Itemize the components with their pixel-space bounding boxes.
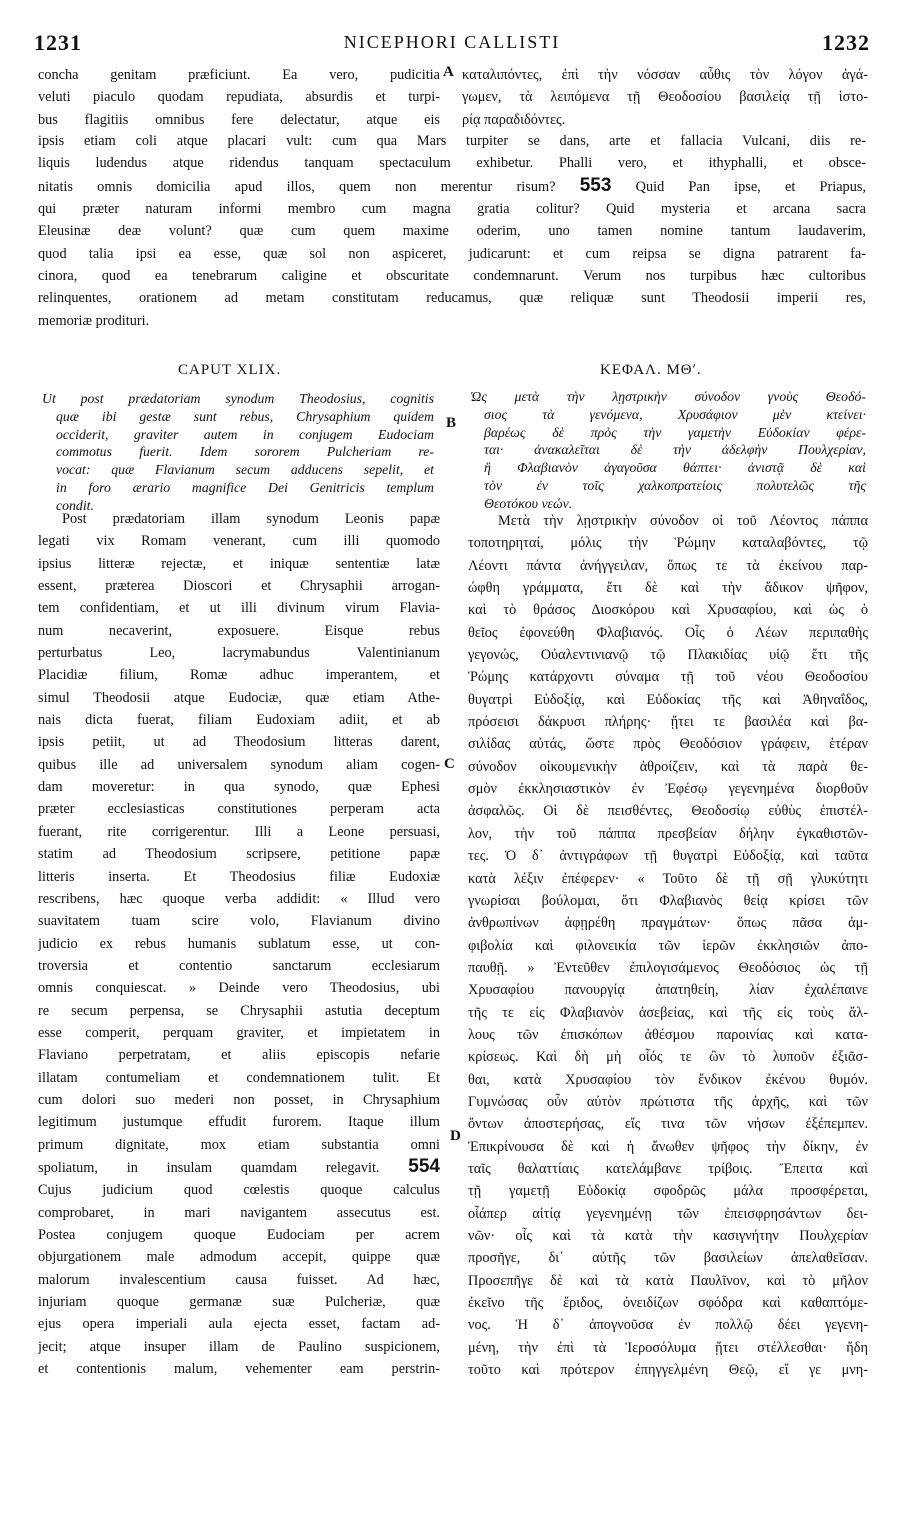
text-line: Λέοντι πάντα ἀνήγγειλαν, ὅπως τε τὰ ἐκείνου παρ- xyxy=(468,557,868,574)
text-line: τες. Ὁ δ᾽ ἀντιγράφων τῇ θυγατρὶ Εὐδοξίᾳ, καὶ ταῦτα xyxy=(468,848,868,865)
latin-body-text xyxy=(38,508,440,1380)
greek-top-paragraph xyxy=(462,64,868,131)
text-line: dam moveretur: in qua synodo, quæ Ephesi xyxy=(38,779,440,796)
text-line: λον, τὴν τοῦ πάππα πρεσβείαν δήλην ἐγκαθιστῶν- xyxy=(468,825,868,842)
summary-line: quæ ibi gestæ sunt rebus, Chrysaphium quidem xyxy=(56,408,434,424)
latin-top-paragraph xyxy=(38,64,440,131)
text-line: suavitatem tuam scire volo, Flavianum divino xyxy=(38,913,440,930)
text-line-with-marker xyxy=(38,175,866,198)
text-line: καὶ τὸ θράσος Διοσκόρου καὶ Χρυσαφίου, καὶ ὡς ὁ xyxy=(468,602,868,619)
text-line: troversia et contentio sanctarum ecclesiarum xyxy=(38,957,440,974)
text-line: γνωρίσαι βούλομαι, ὅτι Φλαβιανὸς θείᾳ κρίσει τῶν xyxy=(468,892,868,909)
text-line: præter ecclesiasticas constitutiones perperam acta xyxy=(38,801,440,818)
text-line: κατὰ λέξιν ἐπέφερεν· « Τοῦτο δὲ τῇ σῇ γλυκύτητι xyxy=(468,870,868,887)
text-line: rescribens, hæc quoque verba addidit: « Illud vero xyxy=(38,890,440,907)
text-line: statim ad Theodosium scripsere, petitione papæ xyxy=(38,846,440,863)
text-line: tem confidentiam, et ut illi divinum virum Flavia- xyxy=(38,600,440,617)
text-line: Post prædatoriam illam synodum Leonis papæ xyxy=(62,511,440,527)
text-line: legati vix Romam venerant, cum illi quomodo xyxy=(38,533,440,550)
text-line: jecit; atque insuper illam de Paulino suspicionem, xyxy=(38,1338,440,1355)
text-line: fuerant, rite corrigerentur. Illi a Leone persuasi, xyxy=(38,823,440,840)
text-line: relinquentes, orationem ad metam constitutam reducamus, quæ reliquæ sunt Theodosii imperii res, xyxy=(38,290,866,307)
text-line: νος. Ἡ δ᾽ ἀπογνοῦσα ἐν πολλῷ δέει γεγενη- xyxy=(468,1317,868,1334)
text-line: ὄντων ἀποστερήσας, εἴς τινα τῶν νήσων ἐξέπεμπεν. xyxy=(468,1116,868,1133)
text-line: judicio ex rebus humanis sublatum esse, ut con- xyxy=(38,935,440,952)
text-line: σύνοδον οἰκουμενικὴν ἀθροίζειν, καὶ τὰ παρὰ θε- xyxy=(468,758,868,775)
text-line: perturbatus Leo, lacrymabundus Valentinianum xyxy=(38,645,440,662)
text-line: θυγατρὶ Εὐδοξίᾳ, καὶ Εὐδοκίας τῆς καὶ Ἀθηναΐδος, xyxy=(468,691,868,708)
text-line: Cujus judicium quod cœlestis quoque calculus xyxy=(38,1182,440,1199)
text-line: καταλιπόντες, ἐπὶ τὴν νόσσαν αὖθις τὸν λόγον ἀγά- xyxy=(462,67,868,83)
text-line: Postea conjugem quoque Eudociam per acrem xyxy=(38,1227,440,1243)
text-line: memoriæ proditurі. xyxy=(38,312,150,329)
text-line: Χρυσαφίου πανουργίᾳ ἀπατηθείη, λίαν ἐχαλέπαινε xyxy=(468,982,868,999)
text-line: quibus ille ad universalem synodum aliam cogen- xyxy=(38,756,440,773)
text-line: comprobaret, in mari navigantem assecutus est. xyxy=(38,1204,440,1221)
text-line: πρόσεισι δάκρυσι πλήρης· ᾔτει τε βασιλέα καὶ βα- xyxy=(468,714,868,731)
text-line: Μετὰ τὴν λῃστρικὴν σύνοδον οἱ τοῦ Λέοντος πάππα xyxy=(498,513,868,529)
summary-line: βαρέως δὲ πρὸς τὴν γαμετὴν Εὐδοκίαν φέρε- xyxy=(484,424,866,440)
text-line: ipsis etiam coli atque placari vult: cum qua Mars turpiter se dans, arte et fallacia Vulcani, diis re- xyxy=(38,133,866,149)
text-line: ώφθη γράμματα, ἔτι δὲ καὶ τὴν ἄδικον ψῆφον, xyxy=(468,580,868,597)
text-line: Ἐπικρίνουσα δὲ καὶ ἡ ἄνωθεν ψῆφος τὴν δίκην, ἐν xyxy=(468,1138,868,1155)
text-line: num necaverint, exposuere. Eisque rebus xyxy=(38,622,440,639)
greek-chapter-summary xyxy=(470,388,866,513)
text-line: concha genitam præficiunt. Ea vero, pudicitia xyxy=(38,67,440,83)
column-number-right: 1232 xyxy=(822,30,870,55)
text-line: λους τῶν ἐπισκόπων ἀθέσμου παροινίας καὶ κατα- xyxy=(468,1026,868,1043)
greek-body-text xyxy=(468,510,868,1381)
text-line: προσῆγε, δι᾽ αὐτῆς τῶν βασιλείων ἀπελαθεῖσαν. xyxy=(468,1250,868,1267)
text-line: τῇ γαμετῇ Εὐδοκίᾳ σφοδρῶς μάλα προσφέρεται, xyxy=(468,1183,868,1200)
text-line: τοποτηρηταί, μόλις τὴν Ῥώμην καταλαβόντες, τῷ xyxy=(468,535,868,552)
text-fragment: Quid Pan ipse, et Priapus, xyxy=(635,178,866,195)
text-line: injuriam quoque germanæ suæ Pulcheriæ, quæ xyxy=(38,1294,440,1311)
page-marker-554: 554 xyxy=(408,1155,440,1177)
text-line: ipsius litteræ rejectæ, et iniquæ sententiæ latæ xyxy=(38,555,440,572)
summary-line: Ὡς μετὰ τὴν λῃστρικὴν σύνοδον γνοὺς Θεοδό- xyxy=(470,389,866,404)
text-line: legitimum justumque effudit furorem. Itaque illum xyxy=(38,1114,440,1131)
text-line: τοῦτο καὶ πρότερον ἐπηγγελμένη Θεῷ, εἴ γε μνη- xyxy=(468,1362,868,1379)
margin-marker-b: B xyxy=(446,415,457,431)
text-line: θεῖος ἐφονεύθη Φλαβιανός. Οἷς ὁ Λέων περιπαθὴς xyxy=(468,624,868,641)
text-line: liquis ludendus atque ridendus tanquam spectaculum exhibetur. Phalli vero, et ithyphalli, et obsce- xyxy=(38,155,866,172)
text-line: ἐκεῖνο τῆς ἔριδος, ὀνειδίζων σφόδρα καὶ καθαπτόμε- xyxy=(468,1295,868,1312)
text-line: primum dignitate, mox etiam substantia omni xyxy=(38,1136,440,1153)
margin-marker-a: A xyxy=(443,64,454,80)
running-title: NICEPHORI CALLISTI xyxy=(343,32,561,52)
summary-line: τὸν ἐν τοῖς χαλκοπρατείοις πολυτελῶς τῆς xyxy=(484,477,866,493)
text-line: φιβολία καὶ φιλονεικία τῶν ἱερῶν ἐκκλησιῶν ἀπο- xyxy=(468,937,868,954)
page-marker-553: 553 xyxy=(579,174,612,196)
text-fragment: spoliatum, in insulam quamdam relegavit. xyxy=(38,1159,380,1176)
summary-line: Ut post prædatoriam synodum Theodosius, cognitis xyxy=(42,391,434,406)
text-line: μένη, τὴν ἐπὶ τὰ Ἱεροσόλυμα ᾔτει στέλλεσθαι· ἤδη xyxy=(468,1339,868,1356)
summary-line: ται· ἀνακαλεῖται δὲ τὴν ἀδελφὴν Πουλχερίαν, xyxy=(484,442,866,458)
summary-line: σιος τὰ γενόμενα, Χρυσάφιον μὲν κτείνει· xyxy=(484,406,866,422)
text-line: Προσεπῆγε δὲ καὶ τὰ κατὰ Παυλῖνον, καὶ τὸ μῆλον xyxy=(468,1272,868,1289)
text-fragment: nitatis omnis domicilia apud illos, quem non merentur risum? xyxy=(38,178,556,195)
text-line: illatam contumeliam et condemnationem tulit. Et xyxy=(38,1069,440,1086)
summary-line: Θεοτόκου νεών. xyxy=(484,495,573,511)
text-line: παυθῇ. » Ἐντεῦθεν ἐπιλογισάμενος Θεοδόσιος ὡς τῇ xyxy=(468,959,868,976)
text-line: γωμεν, τὰ λειπόμενα τῇ Θεοδοσίου βασιλείᾳ τῇ ἱστο- xyxy=(462,89,868,106)
text-line: objurgationem male admodum accepit, quippe quæ xyxy=(38,1249,440,1266)
text-line: οἷάπερ αἰτίᾳ γεγενημένῃ τῶν ἐπεισφρησάντων δει- xyxy=(468,1205,868,1222)
text-line-with-marker xyxy=(38,1156,440,1179)
summary-line: vocat: quæ Flavianum secum adducens sepelit, et xyxy=(56,462,434,478)
text-line: omnis conquiescat. » Deinde vero Theodosius, ubi xyxy=(38,980,440,997)
text-line: re secum perpensa, se Chrysaphii astutia deceptum xyxy=(38,1002,440,1019)
text-line: ρίᾳ παραδιδόντες. xyxy=(462,111,566,128)
text-line: simul Theodosii atque Eudociæ, quæ etiam Athe- xyxy=(38,689,440,706)
text-line: νῶν· οἷς καὶ τὰ κατὰ τὴν κασιγνήτην Πουλχερίαν xyxy=(468,1228,868,1244)
text-line: ταῖς θαλαττίαις κατελάμβανε τρίβοις. Ἔπειτα καὶ xyxy=(468,1160,868,1177)
text-line: ἀνθρωπίνων ἀφῃρέθη πραγμάτων· ὅπως πᾶσα ἀμ- xyxy=(468,915,868,932)
margin-marker-d: D xyxy=(450,1128,461,1144)
text-line: et contentionis malum, vehementer eam perstrin- xyxy=(38,1361,440,1378)
latin-chapter-summary xyxy=(42,390,434,515)
text-line: γεγονώς, Οὐαλεντινιανῷ τῷ Πλακιδίας υἱῷ ἔτι τῆς xyxy=(468,647,868,664)
summary-line: condit. xyxy=(56,497,94,513)
text-line: Eleusinæ deæ volunt? quæ cum quem maxime oderim, uno tamen nomine tantum laudaverim, xyxy=(38,223,866,240)
page-header xyxy=(34,30,870,60)
text-line: quod talia ipsi ea esse, quæ sol non aspiceret, judicarunt: et cum reipsa se digna patrarent fa- xyxy=(38,245,866,262)
text-line: bus flagitiis omnibus fere delectatur, atque eis xyxy=(38,111,440,128)
text-line: τῆς τε εἰς Φλαβιανὸν ἀσεβείας, καὶ τῆς εἰς τοὺς ἄλ- xyxy=(468,1004,868,1021)
summary-line: commotus fuerit. Idem sororem Pulcheriam re- xyxy=(56,444,434,460)
greek-chapter-heading: ΚΕΦΑΛ. ΜΘʹ. xyxy=(600,362,702,378)
text-line: nais dicta fuerat, filiam Eudoxiam adiit, et ab xyxy=(38,712,440,729)
summary-line: ἣ Φλαβιανὸν ἀγαγοῦσα θάπτει· ἀνιστᾷ δὲ καὶ xyxy=(484,460,866,476)
text-line: veluti piaculo quodam repudiata, absurdis et turpi- xyxy=(38,89,440,106)
text-line: σμὸν ἐκκλησιαστικὸν ἐν Ἐφέσῳ γεγενημένα διορθοῦν xyxy=(468,781,868,798)
text-line: cinora, quod ea tenebrarum caligine et obscuritate condemnarunt. Verum nos turpibus hæc cultoribus xyxy=(38,268,866,285)
text-line: θαι, κατὰ Χρυσαφίου τὸν ἔνδικον ἐκένου θυμόν. xyxy=(468,1071,868,1088)
text-line: σιλίδας αὐτάς, ὥστε πρὸς Θεοδόσιον γράφειν, ἑτέραν xyxy=(468,736,868,753)
latin-wide-paragraph xyxy=(38,130,866,332)
column-number-left: 1231 xyxy=(34,30,82,55)
text-line: κρίσεως. Καὶ δὴ μὴ οἷός τε ὢν τὸ λυποῦν ἐξιᾶσ- xyxy=(468,1049,868,1066)
latin-chapter-heading: CAPUT XLIX. xyxy=(178,362,282,378)
text-line: ipsis petiit, ut ad Theodosium litteras darent, xyxy=(38,734,440,751)
text-line: Placidiæ filium, Romæ adhuc imperantem, et xyxy=(38,667,440,684)
text-line: Γυμνώσας οὖν αὐτὸν πρώτιστα τῆς ἀρχῆς, καὶ τῶν xyxy=(468,1093,868,1110)
text-line: ἀσφαλῶς. Οἱ δὲ πεισθέντες, Θεοδοσίῳ εὐθὺς ἐπιστέλ- xyxy=(468,803,868,820)
text-line: cum dolori suo mederi non posset, in Chrysaphium xyxy=(38,1091,440,1108)
text-line: ejus opera imperiali aula ejecta esset, factam ad- xyxy=(38,1316,440,1333)
summary-line: in foro ærario magnifice Dei Genitricis templum xyxy=(56,479,434,495)
text-line: qui præter naturam informi membro cum magna gratia colitur? Quid mysteria et arcana sacra xyxy=(38,201,866,218)
text-line: Flaviano perpetratam, et aliis episcopis nefarie xyxy=(38,1047,440,1064)
text-line: litteris inserta. Et Theodosius filiæ Eudoxiæ xyxy=(38,868,440,885)
text-line: malorum invalescentium causa fuisset. Ad hæc, xyxy=(38,1271,440,1288)
text-line: essent, præterea Dioscori et Chrysaphii arrogan- xyxy=(38,578,440,595)
margin-marker-c: C xyxy=(444,756,455,772)
summary-line: occiderit, graviter autem in conjugem Eudociam xyxy=(56,426,434,442)
text-line: Ῥώμης κατάρχοντι σύναμα τῇ τοῦ νέου Θεοδοσίου xyxy=(468,669,868,686)
text-line: esse comperit, perquam graviter, et impietatem in xyxy=(38,1024,440,1041)
